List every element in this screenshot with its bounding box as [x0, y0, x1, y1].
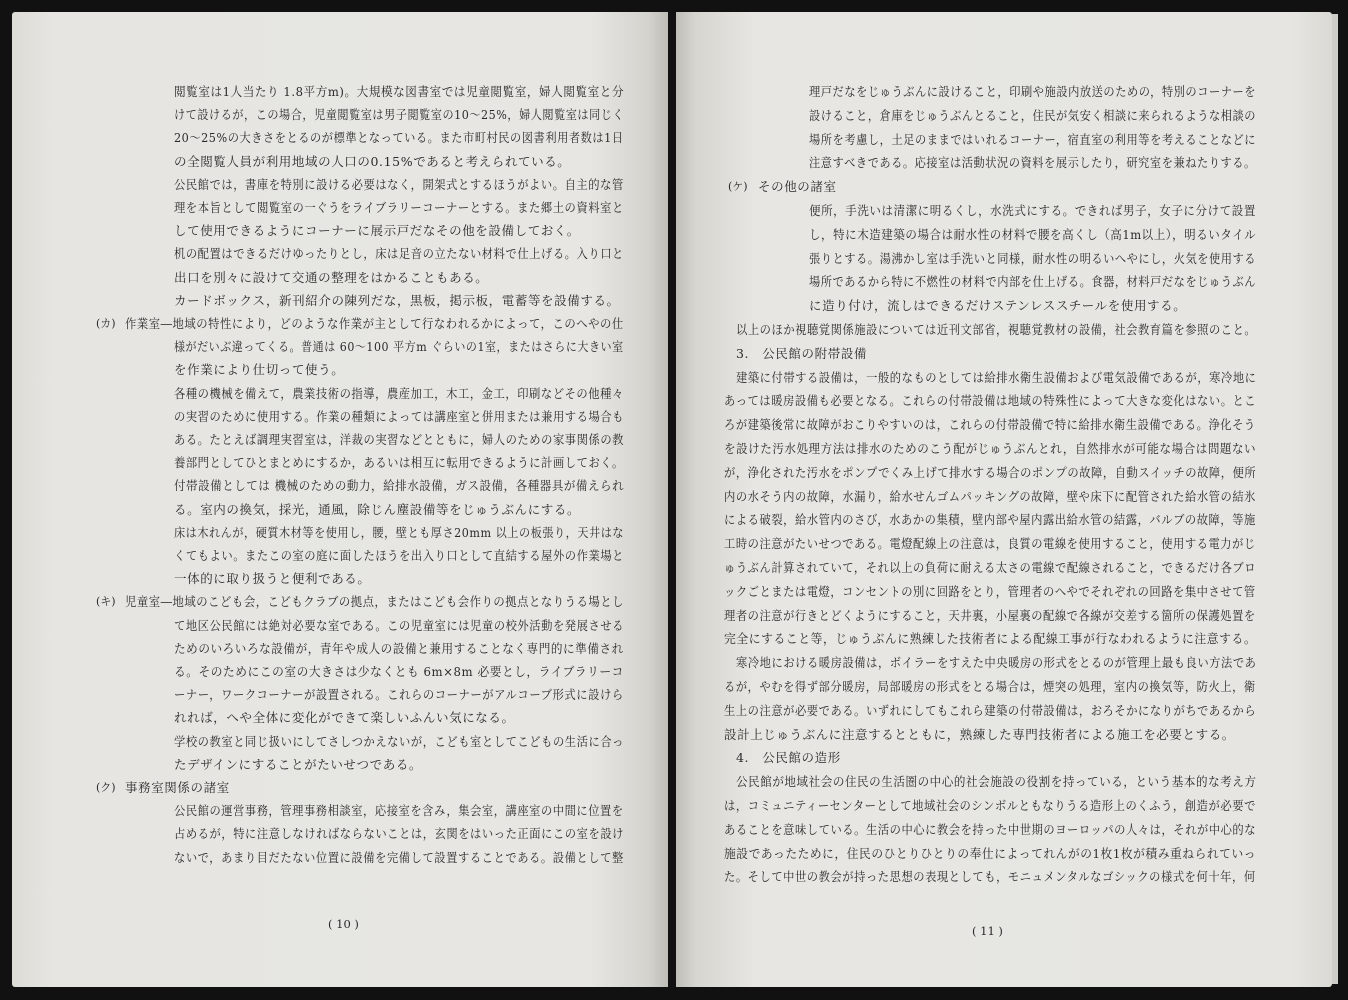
- right-text-line: 張りとする。湯沸かし室は手洗いと同様，耐水性の明るいへやにし，火気を使用する: [809, 250, 1257, 266]
- left-text-line: 公民館では，書庫を特別に設ける必要はなく，開架式とするほうがよい。自主的な管: [174, 176, 624, 192]
- right-text-line: 寒冷地における暖房設備は，ボイラーをすえた中央暖房の形式をとるのが管理上最も良い方法であ: [736, 655, 1257, 671]
- left-text-line: 占めるが，特に注意しなければならないことは，玄関をはいった正面にこの室を設け: [174, 826, 625, 842]
- right-text-line: あることを意味している。生活の中心に教会を持った中世期のヨーロッパの人々は，それが中心的な: [724, 821, 1257, 837]
- left-text-line: 床は木れんが，硬質木材等を使用し，腰，壁とも厚さ20mm 以上の板張り，天井はな: [174, 524, 625, 540]
- right-text-line: 設計上じゅうぶんに注意するとともに，熟練した専門技術者による施工を必要とする。: [724, 726, 1235, 742]
- right-text-line: が，浄化された汚水をポンプでくみ上げて排水する場合のポンプの故障，自動スイッチの故障，便所: [724, 464, 1257, 480]
- left-text-line: る。そのためにこの室の大きさは少なくとも 6m×8m 必要とし，ライブラリーコ: [174, 664, 624, 679]
- right-text-line: 施設であったために，住民のひとりひとりの奉仕によってれんがの1枚1枚が積み重ねられていっ: [724, 845, 1257, 861]
- right-text-line: に造り付け，流しはできるだけステンレススチールを使用する。: [809, 298, 1187, 314]
- left-item-marker: (キ): [96, 595, 116, 609]
- left-text-line: 事務室関係の諸室: [125, 780, 230, 795]
- left-text-line: 学校の教室と同じ扱いにしてさしつかえないが，こども室としてこどもの生活に合っ: [174, 733, 625, 749]
- left-text-line: 理を本旨として閲覧室の一ぐうをライブラリーコーナーとする。また郷土の資料室と: [174, 200, 624, 215]
- right-text-line: し，特に木造建築の場合は耐水性の材料で腰を高くし（高1m以上），明るいタイル: [809, 226, 1257, 242]
- left-text-line: 一体的に取り扱うと便利である。: [174, 571, 371, 587]
- right-text-line: ックごとまたは電燈，コンセントの別に回路をとり，管理者のへやでそれぞれの回路を集中させて管: [724, 583, 1256, 599]
- right-text-line: 3. 公民館の附帯設備: [736, 345, 868, 361]
- book-edge: [1332, 14, 1338, 984]
- left-item-marker: (カ): [96, 317, 116, 330]
- left-text-line: 養部門としてひとまとめにするか，あるいは相互に転用できるように計画しておく。: [174, 455, 624, 471]
- left-text-line: たデザインにすることがたいせつである。: [174, 756, 423, 772]
- left-text-line: を作業により仕切って使う。: [174, 362, 345, 378]
- right-text-line: 場所であるから特に不燃性の材料で内部を仕上げる。食器，材料戸だなをじゅうぶん: [809, 274, 1257, 290]
- left-text-line: て地区公民館には絶対必要な室である。この児童室には児童の校外活動を発展させる: [174, 617, 625, 633]
- right-text-line: 建築に付帯する設備は，一般的なものとしては給排水衛生設備および電気設備であるが，寒冷地に: [736, 369, 1257, 385]
- right-text-line: その他の諸室: [758, 179, 837, 195]
- right-text-line: を設けた汚水処理方法は排水のためのこう配がじゅうぶんとれ，自然排水が可能な場合は問題ない: [724, 441, 1257, 456]
- left-text-line: 出口を別々に設けて交通の整理をはかることもある。: [174, 269, 489, 285]
- left-text-line: の全閲覧人員が利用地域の人口の0.15%であると考えられている。: [174, 153, 571, 169]
- left-text-line: ーナー，ワークコーナーが設置される。これらのコーナーがアルコーブ形式に設けら: [174, 687, 624, 703]
- right-text-line: た。そして中世の教会が持った思想の表現としても，モニュメンタルなゴシックの様式を何十年，何: [724, 869, 1256, 885]
- right-text-line: は，コミュニティーセンターとして地域社会のシンボルともなりうる造形上のくふう，創造が必要で: [724, 798, 1257, 813]
- right-item-marker: (ケ): [728, 180, 748, 194]
- left-text-line: カードボックス，新刊紹介の陳列だな，黒板，掲示板，電蓄等を設備する。: [174, 292, 620, 308]
- right-text-line: 便所，手洗いは清潔に明るくし，水洗式にする。できれば男子，女子に分けて設置: [809, 203, 1256, 218]
- right-text-line: 理戸だなをじゅうぶんに設けること，印刷や施設内放送のための，特別のコーナーを: [809, 84, 1257, 99]
- left-text-line: る。室内の換気，採光，通風，除じん塵設備等をじゅうぶんにする。: [174, 501, 581, 517]
- page-number-left: ( 10 ): [328, 917, 359, 931]
- left-text-line: 各種の機械を備えて，農業技術の指導，農産加工，木工，金工，印刷などその他種々: [174, 385, 624, 401]
- left-text-line: ためのいろいろな設備が，青年や成人の設備と兼用することなく専門的に準備され: [174, 640, 624, 656]
- left-text-line: 閲覧室は1人当たり 1.8平方m)。大規模な図書室では児童閲覧室，婦人閲覧室と分: [174, 84, 625, 99]
- right-text-line: 内の水そう内の故障，水漏り，給水せんゴムパッキングの故障，壁や床下に配管された給水管の結氷: [724, 488, 1256, 504]
- left-text-line: ある。たとえば調理実習室は，洋裁の実習などとともに，婦人のための家事関係の教: [174, 432, 625, 447]
- left-text-line: 付帯設備としては 機械のための動力，給排水設備，ガス設備，各種器具が備えられ: [174, 478, 625, 494]
- left-text-line: くてもよい。またこの室の庭に面したほうを出入り口として直結する屋外の作業場と: [174, 548, 625, 563]
- right-text-line: 注意すべきである。応接室は活動状況の資料を展示したり，研究室を兼ねたりする。: [809, 155, 1256, 171]
- left-text-line: れれば，へや全体に変化ができて楽しいふんい気になる。: [174, 710, 515, 726]
- left-text-line: 児童室―地域のこども会，こどもクラブの拠点，またはこども会作りの拠点となりうる場とし: [125, 594, 625, 610]
- right-text-line: 以上のほか視聴覚関係施設については近刊文部省，視聴覚教材の設備，社会教育篇を参照のこと。: [736, 322, 1257, 337]
- right-text-line: 理者の注意が行きとどくようにすること，天井裏，小屋裏の配線で各線が交差する箇所の保護処置を: [724, 607, 1256, 623]
- right-text-line: 場所を考慮し，土足のままではいれるコーナー，宿直室の利用等を考えることなどに: [809, 131, 1257, 147]
- left-text-line: 公民館の運営事務，管理事務相談室，応接室を含み，集会室，講座室の中間に位置を: [174, 803, 624, 819]
- right-text-line: 設けること，倉庫をじゅうぶんとること，住民が気安く相談に来られるような相談の: [809, 107, 1257, 123]
- page-number-right: ( 11 ): [972, 924, 1003, 938]
- left-page: [12, 12, 668, 987]
- right-text-line: るが，やむを得ず部分暖房，局部暖房の形式をとる場合は，煙突の処理，室内の換気等，防火上，衛: [724, 679, 1256, 694]
- left-text-line: ないで，あまり目だたない位置に設備を完備して設置することである。設備として整: [174, 849, 624, 865]
- right-text-line: 生上の注意が必要である。いずれにしてもこれら建築の付帯設備は，おろそかになりがちであるから: [724, 702, 1257, 718]
- left-text-line: して使用できるようにコーナーに展示戸だなその他を設備しておく。: [174, 223, 580, 239]
- right-text-line: 完全にすること等，じゅうぶんに熟練した技術者による配線工事が行なわれるように注意する。: [724, 631, 1257, 647]
- right-text-line: ゅうぶん計算されていて，それ以上の負荷に耐える太さの電線で配線されること，できるだけ各ブロ: [724, 560, 1257, 575]
- left-text-line: 机の配置はできるだけゆったりとし，床は足音の立たない材料で仕上げる。入り口と: [174, 246, 624, 262]
- left-text-line: の実習のために使用する。作業の種類によっては講座室と併用または兼用する場合も: [174, 408, 625, 424]
- right-text-line: による破裂，給水管内のさび，水あかの集積，壁内部や屋内露出給水管の結露，バルブの故障，等施: [724, 512, 1256, 528]
- left-text-line: 作業室―地域の特性により，どのような作業が主として行なわれるかによって，このへやの仕: [125, 316, 624, 331]
- left-text-line: けて設けるが，この場合，児童閲覧室は男子閲覧室の10～25%，婦人閲覧室は同じく: [174, 107, 625, 123]
- right-text-line: ろが建築後常に故障がおこりやすいのは，これらの付帯設備で特に給排水衛生設備である。浄化そう: [724, 417, 1256, 433]
- right-page: [676, 12, 1332, 987]
- right-text-line: 公民館が地域社会の住民の生活圏の中心的社会施設の役割を持っている，という基本的な考え方: [736, 774, 1257, 790]
- right-text-line: 4. 公民館の造形: [736, 750, 841, 766]
- left-text-line: 20～25%の大きさをとるのが標準となっている。また市町村民の図書利用者数は1日: [174, 130, 624, 146]
- left-item-marker: (ク): [96, 781, 116, 794]
- right-text-line: 工時の注意がたいせつである。電燈配線上の注意は，良質の電線を使用すること，使用する電力がじ: [724, 536, 1256, 552]
- left-text-line: 様がだいぶ違ってくる。普通は 60～100 平方m ぐらいの1室，またはさらに大きい室: [174, 339, 624, 355]
- right-text-line: あっては暖房設備も必要となる。これらの付帯設備は地域の特殊性によって大きな変化はない。とこ: [724, 393, 1257, 409]
